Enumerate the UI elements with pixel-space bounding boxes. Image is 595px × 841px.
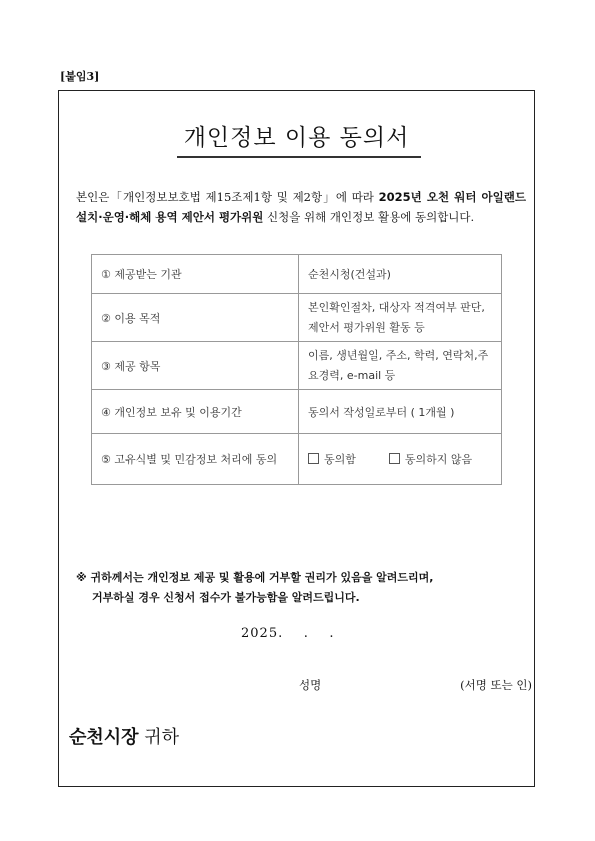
row-label: ④ 개인정보 보유 및 이용기간 xyxy=(92,390,299,434)
checkbox-icon xyxy=(308,453,319,464)
date-field[interactable]: 2025. . . xyxy=(241,626,335,641)
signature-label: 성명 xyxy=(299,678,322,692)
intro-paragraph xyxy=(76,187,526,227)
row-value: 본인확인절차, 대상자 적격여부 판단, 제안서 평가위원 활동 등 xyxy=(299,294,502,342)
attachment-label: [붙임3] xyxy=(60,70,100,83)
addressee xyxy=(69,723,179,749)
table-row xyxy=(92,434,502,485)
intro-text-pre: 본인은「개인정보보호법 제15조제1항 및 제2항」에 따라 xyxy=(76,190,379,204)
intro-text-bold: 2025년 오천 워터 아일랜드 설치·운영·해체 용역 제안서 평가위원 xyxy=(76,190,526,224)
table-row xyxy=(92,342,502,390)
addressee-name: 순천시장 xyxy=(69,727,139,748)
table-row xyxy=(92,294,502,342)
consent-table xyxy=(91,254,502,485)
form-title: 개인정보 이용 동의서 xyxy=(183,125,410,151)
signature-hint: (서명 또는 인) xyxy=(460,678,532,692)
consent-form xyxy=(58,90,535,787)
notice xyxy=(76,568,530,608)
disagree-checkbox[interactable] xyxy=(389,453,472,466)
row-label: ② 이용 목적 xyxy=(92,294,299,342)
agree-label: 동의함 xyxy=(324,453,356,466)
notice-line-1: ※ 귀하께서는 개인정보 제공 및 활용에 거부할 권리가 있음을 알려드리며, xyxy=(76,571,434,584)
title-underline xyxy=(177,156,421,158)
row-label: ⑤ 고유식별 및 민감정보 처리에 동의 xyxy=(92,434,299,485)
table-row xyxy=(92,390,502,434)
intro-text-post: 신청을 위해 개인정보 활용에 동의합니다. xyxy=(263,210,475,224)
checkbox-icon xyxy=(389,453,400,464)
row-value: 동의서 작성일로부터 ( 1개월 ) xyxy=(299,390,502,434)
consent-options xyxy=(299,434,502,485)
row-label: ① 제공받는 기관 xyxy=(92,255,299,294)
notice-line-2: 거부하실 경우 신청서 접수가 불가능함을 알려드립니다. xyxy=(92,591,360,604)
table-row xyxy=(92,255,502,294)
agree-checkbox[interactable] xyxy=(308,453,356,466)
row-label: ③ 제공 항목 xyxy=(92,342,299,390)
addressee-honorific: 귀하 xyxy=(144,727,180,748)
row-value: 순천시청(건설과) xyxy=(299,255,502,294)
disagree-label: 동의하지 않음 xyxy=(404,453,473,466)
row-value: 이름, 생년월일, 주소, 학력, 연락처,주요경력, e-mail 등 xyxy=(299,342,502,390)
